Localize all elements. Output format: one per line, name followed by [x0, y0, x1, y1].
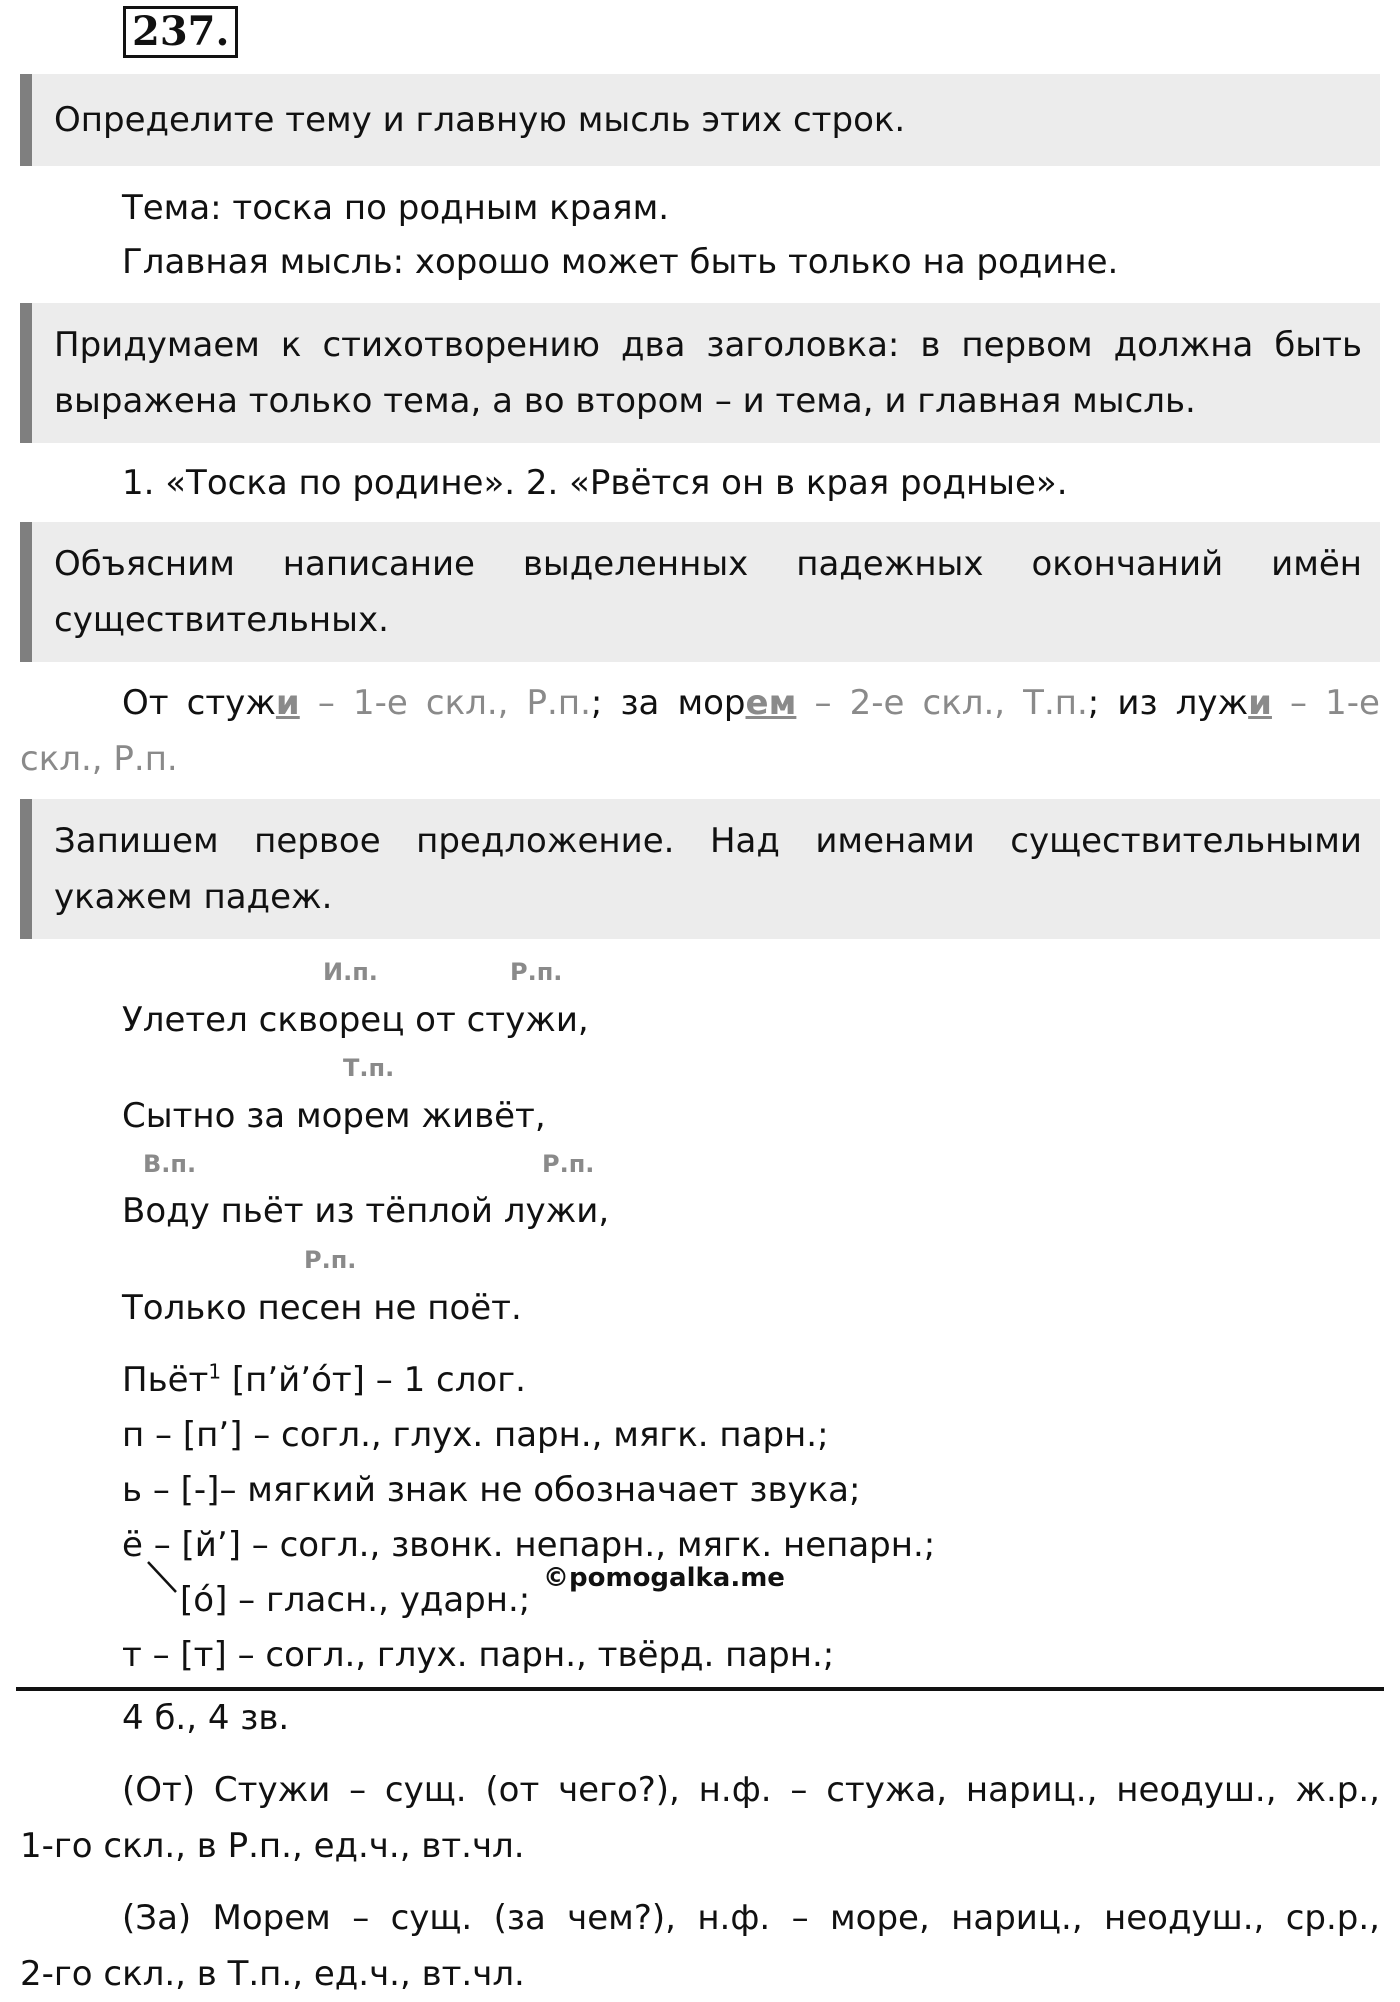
phonetic-transcription: [п’й’о́т] – 1 слог. [221, 1360, 526, 1400]
task-block-4 [20, 799, 1380, 939]
case-label: Р.п. [304, 1246, 357, 1274]
task-1-text: Определите тему и главную мысль этих строк. [54, 100, 906, 140]
phonetic-p: п – [п’] – согл., глух. парн., мягк. парн.; [122, 1415, 829, 1455]
morph-2-line-2: 2-го скл., в Т.п., ед.ч., вт.чл. [20, 1954, 525, 1994]
morph-morem [20, 1890, 1380, 2002]
poem-line-3: Воду пьёт из тёплой лужи, [122, 1191, 610, 1231]
morph-stuzhi [20, 1762, 1380, 1874]
morph-1-line-1: (От) Стужи – сущ. (от чего?), н.ф. – стужа, нариц., неодуш., ж.р., [122, 1770, 1380, 1810]
word-stuzh: От стуж [122, 683, 276, 723]
phonetic-t: т – [т] – согл., глух. парн., твёрд. парн.; [122, 1635, 835, 1675]
phonetic-soft-sign: ь – [-]– мягкий знак не обозначает звука; [122, 1470, 861, 1510]
case-label: Т.п. [343, 1054, 395, 1082]
branch-line-icon [146, 1560, 180, 1596]
letters-sounds-count: 4 б., 4 зв. [122, 1698, 290, 1738]
morph-2-line-1: (За) Морем – сущ. (за чем?), н.ф. – море, нариц., неодуш., ср.р., [122, 1898, 1380, 1938]
word-luzh: ; из луж [1087, 683, 1249, 723]
task-block-3 [20, 522, 1380, 662]
answer-3-endings [20, 675, 1380, 787]
task-4-line-1: Запишем первое предложение. Над именами существительными [54, 821, 1362, 861]
case-label: Р.п. [542, 1150, 595, 1178]
answer-2-titles: 1. «Тоска по родине». 2. «Рвётся он в края родные». [122, 463, 1068, 503]
task-3-line-1: Объясним написание выделенных падежных окончаний имён [54, 544, 1362, 584]
poem-line-1: Улетел скворец от стужи, [122, 1000, 589, 1040]
ending-i-1: и [275, 683, 300, 723]
watermark: ©pomogalka.me [543, 1563, 785, 1593]
exercise-number: 237. [123, 6, 238, 58]
phonetic-superscript: 1 [208, 1359, 222, 1384]
task-2-line-1: Придумаем к стихотворению два заголовка: в первом должна быть [54, 325, 1362, 365]
phonetic-header [122, 1352, 526, 1408]
case-label: И.п. [323, 958, 378, 986]
answer-3-line-2: скл., Р.п. [20, 739, 178, 779]
poem-line-4: Только песен не поёт. [122, 1288, 522, 1328]
declension-1: – 1-е скл., Р.п. [299, 683, 591, 723]
poem-line-2: Сытно за морем живёт, [122, 1096, 546, 1136]
declension-2: – 2-е скл., Т.п. [796, 683, 1088, 723]
ending-em: ем [745, 683, 797, 723]
answer-1-main-idea: Главная мысль: хорошо может быть только на родине. [122, 242, 1119, 282]
task-3-line-2: существительных. [54, 600, 389, 640]
word-mor: ; за мор [590, 683, 746, 723]
case-label: Р.п. [510, 958, 563, 986]
morph-1-line-2: 1-го скл., в Р.п., ед.ч., вт.чл. [20, 1826, 525, 1866]
task-block-1 [20, 74, 1380, 166]
phonetic-yo-consonant: ё – [й’] – согл., звонк. непарн., мягк. непарн.; [122, 1525, 936, 1565]
ending-i-2: и [1248, 683, 1272, 723]
task-2-line-2: выражена только тема, а во втором – и тема, и главная мысль. [54, 381, 1196, 421]
answer-1-theme: Тема: тоска по родным краям. [122, 188, 670, 228]
declension-3: – 1-е [1271, 683, 1380, 723]
answer-3-line-1 [20, 675, 1380, 731]
task-4-line-2: укажем падеж. [54, 877, 333, 917]
phonetic-word: Пьёт [122, 1360, 209, 1400]
phonetic-yo-vowel: [о́] – гласн., ударн.; [180, 1580, 531, 1620]
case-label: В.п. [143, 1150, 197, 1178]
task-block-2 [20, 303, 1380, 443]
